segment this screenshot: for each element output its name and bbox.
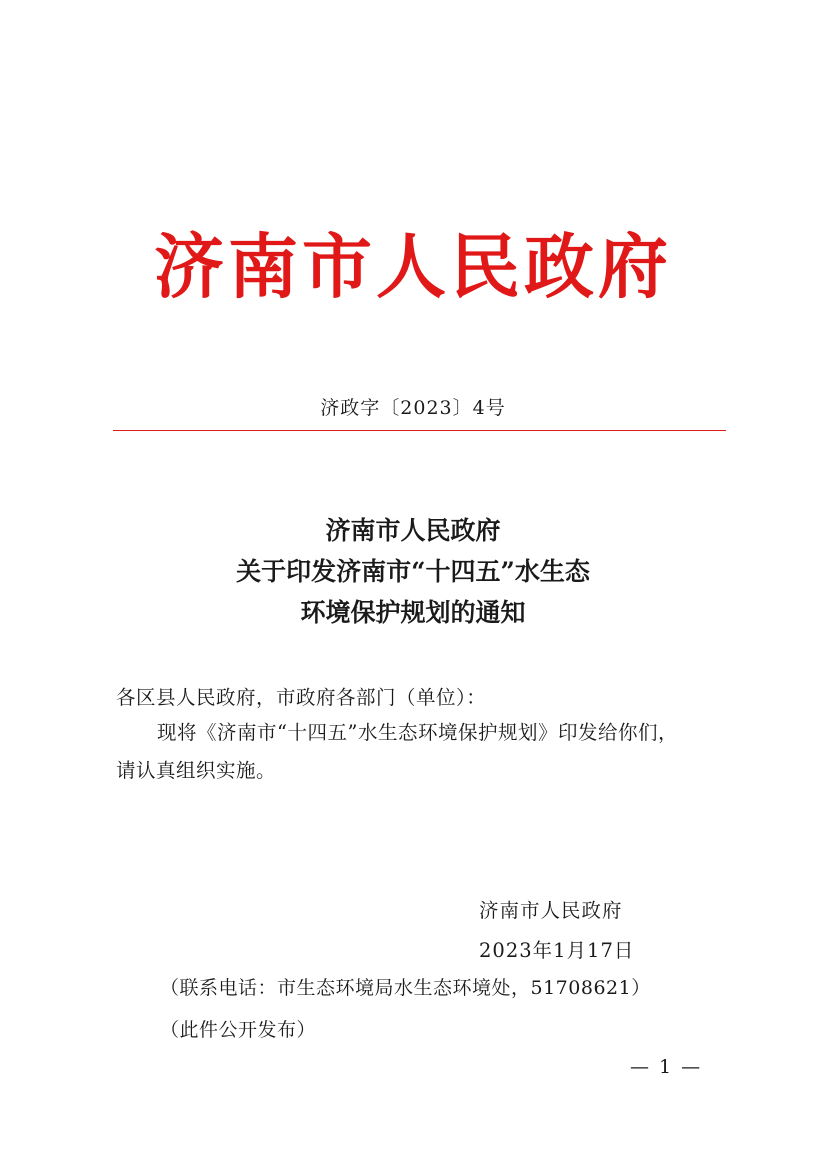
signature-org: 济南市人民政府	[479, 899, 623, 922]
title-line-1: 济南市人民政府	[325, 516, 501, 545]
publish-note: （此件公开发布）	[160, 1019, 317, 1041]
body-paragraph-line-2: 请认真组织实施。	[116, 759, 277, 782]
title-line-2: 关于印发济南市“十四五”水生态	[236, 557, 590, 586]
title-line-3: 环境保护规划的通知	[300, 598, 526, 627]
masthead-issuer: 济南市人民政府	[154, 225, 672, 308]
page-number: — 1 —	[630, 1056, 703, 1078]
contact-note: （联系电话：市生态环境局水生态环境处，51708621）	[160, 977, 651, 999]
body-paragraph-line-1: 现将《济南市“十四五”水生态环境保护规划》印发给你们，	[157, 721, 678, 744]
document-number: 济政字〔2023〕4号	[320, 397, 506, 419]
salutation: 各区县人民政府，市政府各部门（单位）：	[116, 686, 487, 709]
document-title	[0, 510, 826, 633]
signature-date: 2023年1月17日	[479, 939, 635, 962]
red-divider	[113, 430, 726, 431]
